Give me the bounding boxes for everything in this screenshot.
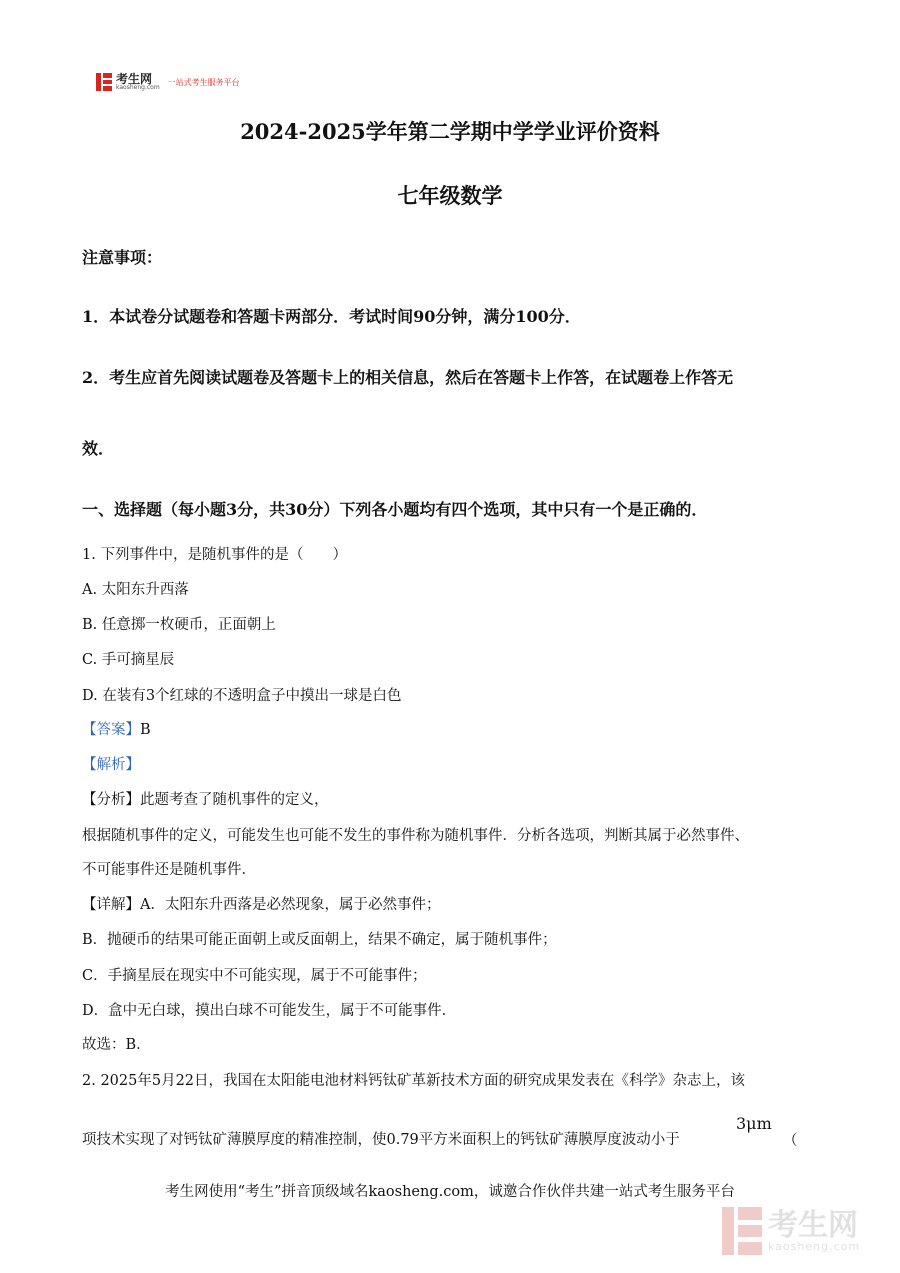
q2-line-1: 2. 2025年5月22日，我国在太阳能电池材料钙钛矿革新技术方面的研究成果发表在《科学》杂志上，该 (82, 1073, 746, 1089)
kaosheng-logo-icon (96, 73, 112, 91)
page-subtitle: 七年级数学 (397, 183, 503, 208)
q1-detail-c: C．手摘星辰在现实中不可能实现，属于不可能事件； (82, 968, 427, 984)
q2-unit: 3μm (736, 1114, 772, 1133)
logo-slogan: 一站式考生服务平台 (167, 77, 240, 87)
q1-detail-a: 【详解】A．太阳东升西落是必然现象，属于必然事件； (82, 897, 441, 913)
q2-paren: （ (783, 1133, 798, 1149)
answer-tag: 【答案】 (82, 722, 140, 738)
footer-text: 考生网使用“考生”拼音顶级域名kaosheng.com，诚邀合作伙伴共建一站式考生服务平台 (165, 1184, 735, 1200)
q1-option-c: C. 手可摘星辰 (82, 652, 175, 668)
q1-option-a: A. 太阳东升西落 (82, 582, 189, 598)
q1-stem: 1. 下列事件中，是随机事件的是（ ） (82, 547, 347, 563)
q1-option-d: D. 在装有3个红球的不透明盒子中摸出一球是白色 (82, 688, 402, 704)
watermark-name: 考生网 (768, 1207, 858, 1243)
q1-option-b: B. 任意掷一枚硬币，正面朝上 (82, 617, 276, 633)
q1-answer (82, 718, 151, 739)
watermark (722, 1206, 860, 1256)
notice-item-2-line-1: 2．考生应首先阅读试题卷及答题卡上的相关信息，然后在答题卡上作答，在试题卷上作答无 (82, 368, 734, 387)
notice-item-1: 1．本试卷分试题卷和答题卡两部分．考试时间90分钟，满分100分． (82, 307, 581, 326)
q1-conclusion: 故选：B． (82, 1037, 151, 1053)
watermark-domain: kaosheng.com (768, 1239, 861, 1253)
page-title: 2024-2025学年第二学期中学学业评价资料 (240, 119, 660, 144)
answer-value: B (140, 722, 151, 738)
kaosheng-watermark-icon (722, 1207, 762, 1255)
section-heading: 一、选择题（每小题3分，共30分）下列各小题均有四个选项，其中只有一个是正确的． (82, 500, 708, 519)
q1-fenxi: 【分析】此题考查了随机事件的定义， (82, 792, 329, 808)
q1-detail-b: B．抛硬币的结果可能正面朝上或反面朝上，结果不确定，属于随机事件； (82, 932, 557, 948)
analysis-tag: 【解析】 (82, 757, 140, 773)
q2-line-2: 项技术实现了对钙钛矿薄膜厚度的精准控制，使0.79平方米面积上的钙钛矿薄膜厚度波动小于 (82, 1132, 680, 1148)
q1-explain-line-2: 不可能事件还是随机事件． (82, 862, 256, 878)
q1-explain-line-1: 根据随机事件的定义，可能发生也可能不发生的事件称为随机事件．分析各选项，判断其属于必然事件、 (82, 828, 749, 844)
logo-domain: kaosheng.com (116, 84, 160, 91)
header-logo (96, 72, 240, 92)
notice-heading: 注意事项： (82, 248, 163, 267)
notice-item-2-line-2: 效． (82, 439, 115, 458)
q1-detail-d: D．盒中无白球，摸出白球不可能发生，属于不可能事件． (82, 1003, 457, 1019)
logo-name: 考生网 (116, 72, 153, 86)
